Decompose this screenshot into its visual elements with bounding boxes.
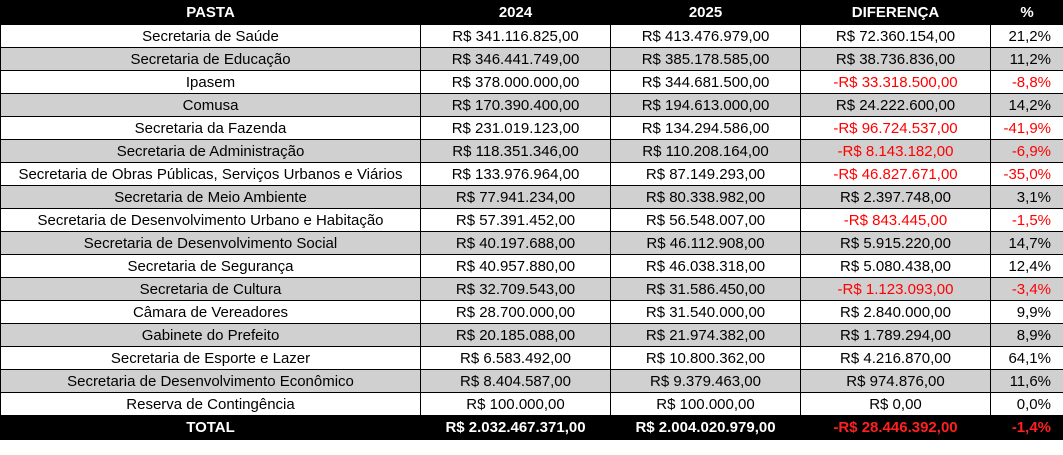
table-row — [1, 117, 1063, 140]
table-body — [1, 25, 1063, 416]
cell-diferenca: -R$ 1.123.093,00 — [801, 278, 991, 301]
cell-pasta: Secretaria de Meio Ambiente — [1, 186, 421, 209]
cell-2025: R$ 100.000,00 — [611, 393, 801, 416]
cell-pasta: Secretaria de Segurança — [1, 255, 421, 278]
total-2024: R$ 2.032.467.371,00 — [421, 416, 611, 440]
cell-percent: 0,0% — [991, 393, 1063, 416]
cell-2025: R$ 134.294.586,00 — [611, 117, 801, 140]
header-percent: % — [991, 1, 1063, 25]
table-row — [1, 163, 1063, 186]
cell-pasta: Secretaria de Obras Públicas, Serviços Urbanos e Viários — [1, 163, 421, 186]
cell-2024: R$ 20.185.088,00 — [421, 324, 611, 347]
cell-pasta: Secretaria de Desenvolvimento Urbano e Habitação — [1, 209, 421, 232]
cell-2024: R$ 341.116.825,00 — [421, 25, 611, 48]
table-row — [1, 71, 1063, 94]
cell-percent: -6,9% — [991, 140, 1063, 163]
cell-diferenca: R$ 72.360.154,00 — [801, 25, 991, 48]
cell-2025: R$ 87.149.293,00 — [611, 163, 801, 186]
cell-2024: R$ 40.197.688,00 — [421, 232, 611, 255]
cell-diferenca: R$ 1.789.294,00 — [801, 324, 991, 347]
cell-2024: R$ 118.351.346,00 — [421, 140, 611, 163]
cell-diferenca: R$ 0,00 — [801, 393, 991, 416]
cell-pasta: Ipasem — [1, 71, 421, 94]
cell-percent: 64,1% — [991, 347, 1063, 370]
cell-percent: 21,2% — [991, 25, 1063, 48]
cell-percent: -41,9% — [991, 117, 1063, 140]
cell-diferenca: -R$ 96.724.537,00 — [801, 117, 991, 140]
cell-2024: R$ 6.583.492,00 — [421, 347, 611, 370]
cell-pasta: Secretaria de Esporte e Lazer — [1, 347, 421, 370]
cell-diferenca: R$ 5.915.220,00 — [801, 232, 991, 255]
cell-pasta: Câmara de Vereadores — [1, 301, 421, 324]
cell-diferenca: R$ 4.216.870,00 — [801, 347, 991, 370]
cell-diferenca: R$ 2.840.000,00 — [801, 301, 991, 324]
cell-pasta: Secretaria de Administração — [1, 140, 421, 163]
cell-2024: R$ 32.709.543,00 — [421, 278, 611, 301]
cell-diferenca: R$ 974.876,00 — [801, 370, 991, 393]
cell-diferenca: R$ 2.397.748,00 — [801, 186, 991, 209]
cell-2024: R$ 28.700.000,00 — [421, 301, 611, 324]
header-2024: 2024 — [421, 1, 611, 25]
table-row — [1, 393, 1063, 416]
cell-2024: R$ 40.957.880,00 — [421, 255, 611, 278]
table-row — [1, 324, 1063, 347]
table-row — [1, 347, 1063, 370]
cell-percent: -35,0% — [991, 163, 1063, 186]
cell-pasta: Secretaria de Desenvolvimento Social — [1, 232, 421, 255]
cell-percent: 14,7% — [991, 232, 1063, 255]
cell-2024: R$ 231.019.123,00 — [421, 117, 611, 140]
cell-2025: R$ 344.681.500,00 — [611, 71, 801, 94]
cell-pasta: Secretaria de Cultura — [1, 278, 421, 301]
cell-percent: 14,2% — [991, 94, 1063, 117]
cell-2025: R$ 31.586.450,00 — [611, 278, 801, 301]
table-row — [1, 48, 1063, 71]
cell-2025: R$ 56.548.007,00 — [611, 209, 801, 232]
cell-2025: R$ 194.613.000,00 — [611, 94, 801, 117]
table-row — [1, 232, 1063, 255]
total-row — [1, 416, 1063, 440]
table-row — [1, 209, 1063, 232]
cell-percent: 3,1% — [991, 186, 1063, 209]
cell-diferenca: R$ 38.736.836,00 — [801, 48, 991, 71]
cell-percent: -3,4% — [991, 278, 1063, 301]
cell-pasta: Comusa — [1, 94, 421, 117]
table-row — [1, 370, 1063, 393]
cell-diferenca: R$ 24.222.600,00 — [801, 94, 991, 117]
table-footer — [1, 416, 1063, 440]
cell-diferenca: -R$ 33.318.500,00 — [801, 71, 991, 94]
cell-diferenca: -R$ 8.143.182,00 — [801, 140, 991, 163]
table-header — [1, 1, 1063, 25]
cell-2025: R$ 46.038.318,00 — [611, 255, 801, 278]
cell-2024: R$ 57.391.452,00 — [421, 209, 611, 232]
cell-2024: R$ 346.441.749,00 — [421, 48, 611, 71]
cell-2025: R$ 21.974.382,00 — [611, 324, 801, 347]
header-pasta: PASTA — [1, 1, 421, 25]
cell-pasta: Reserva de Contingência — [1, 393, 421, 416]
cell-2025: R$ 31.540.000,00 — [611, 301, 801, 324]
cell-diferenca: R$ 5.080.438,00 — [801, 255, 991, 278]
cell-percent: 9,9% — [991, 301, 1063, 324]
header-2025: 2025 — [611, 1, 801, 25]
table-row — [1, 140, 1063, 163]
cell-percent: 12,4% — [991, 255, 1063, 278]
table-row — [1, 94, 1063, 117]
table-row — [1, 255, 1063, 278]
cell-2025: R$ 110.208.164,00 — [611, 140, 801, 163]
header-diferenca: DIFERENÇA — [801, 1, 991, 25]
cell-pasta: Secretaria de Educação — [1, 48, 421, 71]
cell-percent: -1,5% — [991, 209, 1063, 232]
cell-pasta: Secretaria de Saúde — [1, 25, 421, 48]
cell-2024: R$ 133.976.964,00 — [421, 163, 611, 186]
total-percent: -1,4% — [991, 416, 1063, 440]
cell-percent: 11,6% — [991, 370, 1063, 393]
cell-2024: R$ 100.000,00 — [421, 393, 611, 416]
cell-2025: R$ 9.379.463,00 — [611, 370, 801, 393]
cell-pasta: Gabinete do Prefeito — [1, 324, 421, 347]
cell-2025: R$ 413.476.979,00 — [611, 25, 801, 48]
total-label: TOTAL — [1, 416, 421, 440]
cell-percent: -8,8% — [991, 71, 1063, 94]
total-2025: R$ 2.004.020.979,00 — [611, 416, 801, 440]
cell-diferenca: -R$ 46.827.671,00 — [801, 163, 991, 186]
cell-diferenca: -R$ 843.445,00 — [801, 209, 991, 232]
cell-2024: R$ 170.390.400,00 — [421, 94, 611, 117]
cell-pasta: Secretaria da Fazenda — [1, 117, 421, 140]
cell-2025: R$ 46.112.908,00 — [611, 232, 801, 255]
cell-2024: R$ 378.000.000,00 — [421, 71, 611, 94]
cell-pasta: Secretaria de Desenvolvimento Econômico — [1, 370, 421, 393]
cell-percent: 11,2% — [991, 48, 1063, 71]
cell-2024: R$ 77.941.234,00 — [421, 186, 611, 209]
cell-2025: R$ 80.338.982,00 — [611, 186, 801, 209]
cell-2025: R$ 10.800.362,00 — [611, 347, 801, 370]
total-diferenca: -R$ 28.446.392,00 — [801, 416, 991, 440]
header-row — [1, 1, 1063, 25]
table-row — [1, 278, 1063, 301]
cell-percent: 8,9% — [991, 324, 1063, 347]
cell-2024: R$ 8.404.587,00 — [421, 370, 611, 393]
cell-2025: R$ 385.178.585,00 — [611, 48, 801, 71]
table-row — [1, 25, 1063, 48]
table-row — [1, 186, 1063, 209]
table-row — [1, 301, 1063, 324]
